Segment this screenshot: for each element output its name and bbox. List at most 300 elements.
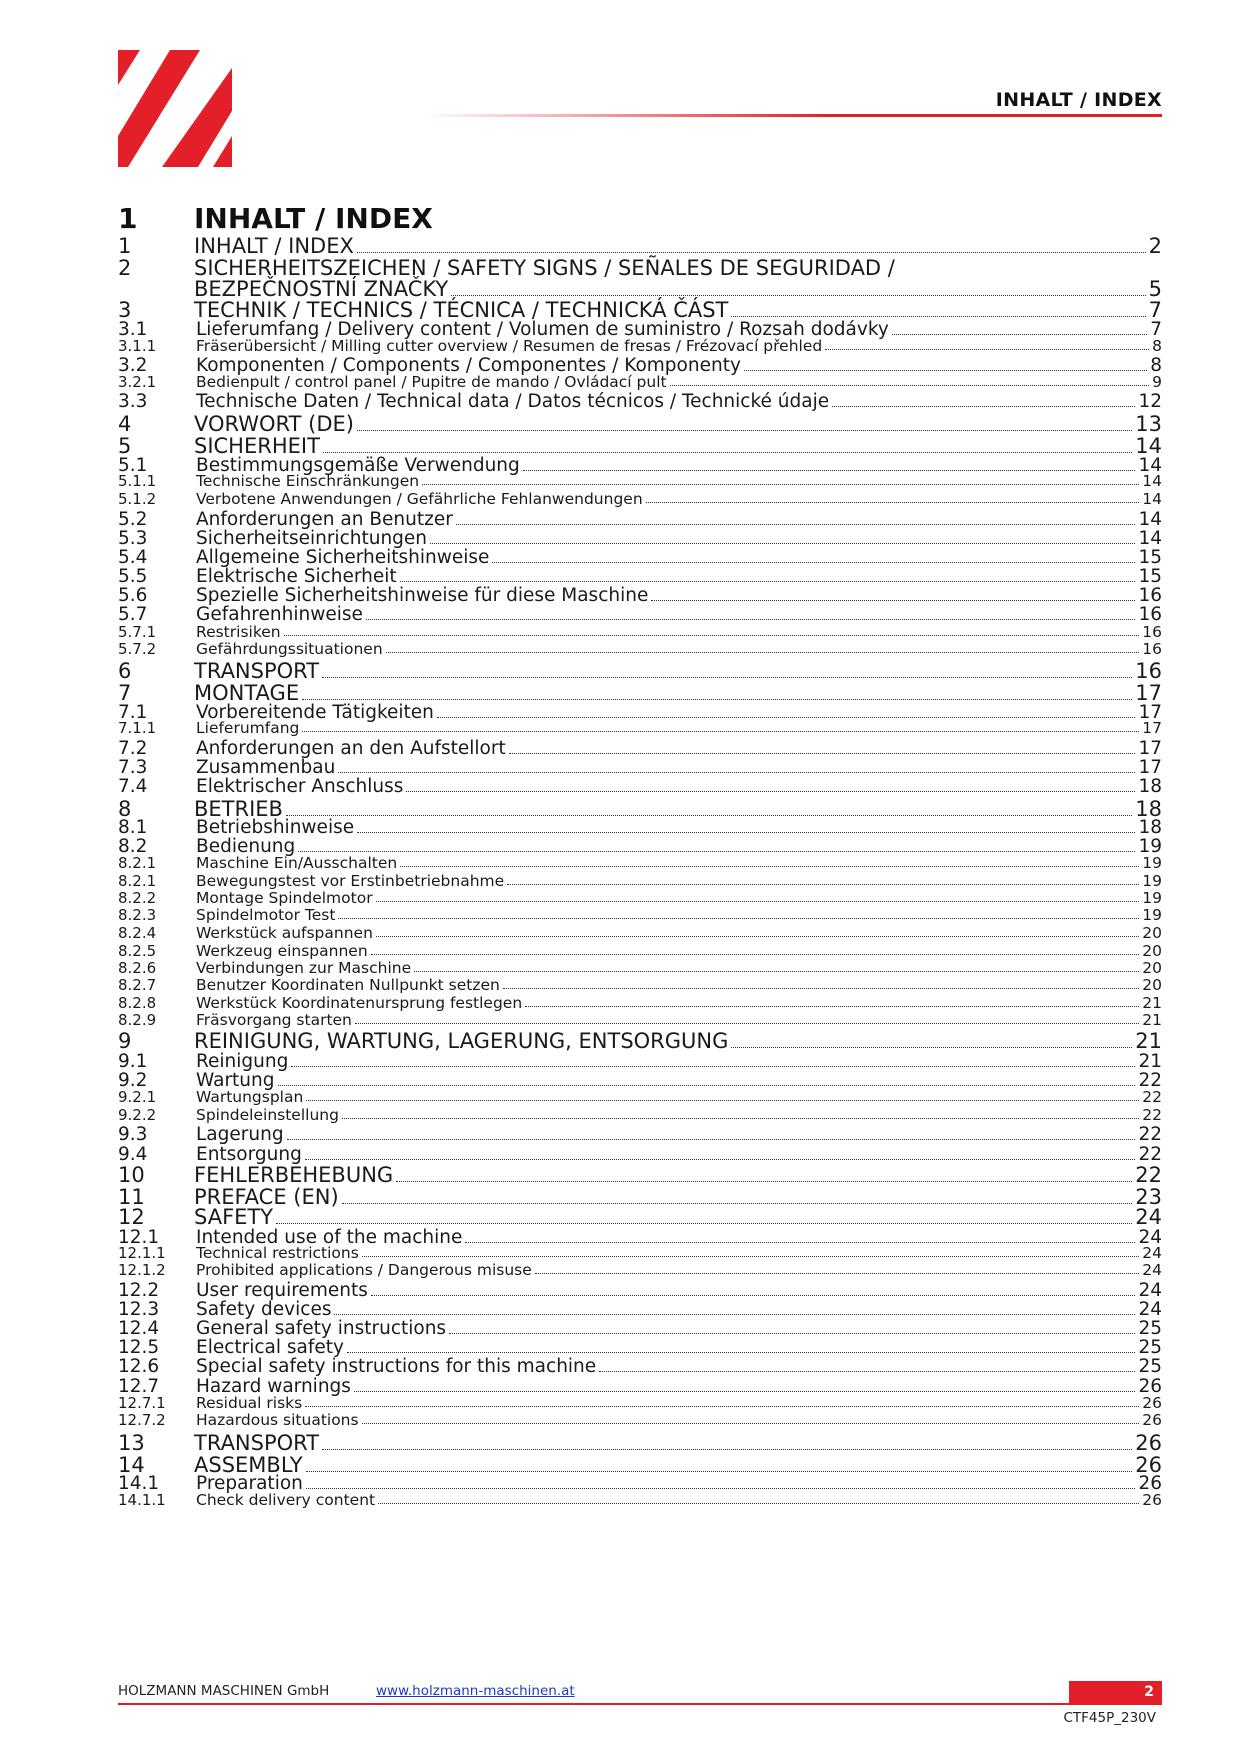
toc-entry-number: 8.2.9 [118,1011,157,1029]
toc-dot-leader [298,851,1135,852]
toc-entry[interactable] [118,757,1162,778]
toc-dot-leader [342,1203,1133,1204]
toc-entry-number: 8.2 [118,836,148,857]
toc-dot-leader [302,699,1132,700]
toc-dot-leader [523,470,1136,471]
toc-entry-number: 3.1.1 [118,337,157,355]
toc-entry[interactable] [118,1029,1162,1053]
toc-entry-title: Werkstück Koordinatenursprung festlegen [196,994,523,1012]
toc-entry-title: Spindelmotor Test [196,906,336,924]
toc-entry-page: 24 [1138,1299,1162,1320]
toc-dot-leader [892,334,1147,335]
toc-entry-number: 7 [118,681,132,705]
toc-entry[interactable] [118,1356,1162,1377]
toc-entry-page: 14 [1138,528,1162,549]
toc-entry[interactable] [118,942,1162,960]
toc-entry-page: 14 [1142,472,1162,490]
toc-entry-page: 24 [1135,1205,1162,1229]
toc-entry-title: Bestimmungsgemäße Verwendung [196,455,520,476]
toc-entry[interactable] [118,1088,1162,1106]
toc-entry-title: Allgemeine Sicherheitshinweise [196,547,490,568]
toc-entry-page: 22 [1142,1106,1162,1124]
toc-entry-page: 26 [1135,1431,1162,1455]
toc-entry-title: REINIGUNG, WARTUNG, LAGERUNG, ENTSORGUNG [194,1029,729,1053]
toc-entry-number: 7.1.1 [118,719,157,737]
toc-entry-title: Spezielle Sicherheitshinweise für diese Maschine [196,585,649,606]
toc-dot-leader [414,971,1139,972]
toc-entry-title: Betriebshinweise [196,817,355,838]
toc-entry-page: 22 [1138,1124,1162,1145]
toc-entry[interactable] [118,1163,1162,1187]
toc-dot-leader [744,370,1147,371]
toc-dot-leader [465,1242,1135,1243]
toc-entry[interactable] [118,719,1162,737]
toc-entry[interactable] [118,994,1162,1012]
toc-entry-number: 7.3 [118,757,148,778]
toc-dot-leader [357,430,1132,431]
toc-entry-title: Lagerung [196,1124,284,1145]
toc-entry-number: 7.2 [118,738,148,759]
toc-entry[interactable] [118,738,1162,759]
toc-dot-leader [291,1066,1135,1067]
toc-entry[interactable] [118,776,1162,797]
toc-entry-title: Spindeleinstellung [196,1106,339,1124]
toc-entry-page: 16 [1142,623,1162,641]
toc-dot-leader [362,1423,1140,1424]
toc-dot-leader [371,1295,1136,1296]
toc-entry-number: 5.1 [118,455,148,476]
toc-entry-page: 16 [1138,585,1162,606]
toc-entry-number: 14 [118,1453,145,1477]
toc-dot-leader [378,1503,1139,1504]
toc-entry[interactable] [118,872,1162,890]
toc-entry[interactable] [118,528,1162,549]
toc-entry-number: 5.7.2 [118,640,157,658]
toc-entry[interactable] [118,817,1162,838]
toc-entry[interactable] [118,640,1162,658]
toc-entry-number: 8.2.7 [118,976,157,994]
heading-number: 1 [118,202,138,235]
toc-entry-page: 26 [1142,1394,1162,1412]
toc-entry-title: General safety instructions [196,1318,447,1339]
toc-entry-title: FEHLERBEHEBUNG [194,1163,394,1187]
toc-entry-number: 7.1 [118,702,148,723]
toc-entry-title: Technische Daten / Technical data / Datos técnicos / Technické údaje [196,391,830,412]
toc-dot-leader [306,1488,1136,1489]
toc-entry-title: Verbotene Anwendungen / Gefährliche Fehlanwendungen [196,490,643,508]
toc-entry-number: 12.7 [118,1376,160,1397]
toc-entry[interactable] [118,1205,1162,1229]
toc-entry[interactable] [118,854,1162,872]
toc-entry-title: Verbindungen zur Maschine [196,959,412,977]
footer-website-link[interactable]: www.holzmann-maschinen.at [376,1683,575,1699]
toc-entry-page: 24 [1142,1244,1162,1262]
toc-entry-number: 12.4 [118,1318,160,1339]
toc-entry-number: 7.4 [118,776,148,797]
toc-dot-leader [342,1118,1139,1119]
toc-dot-leader [651,600,1135,601]
toc-entry[interactable] [118,234,1162,258]
toc-entry-number: 6 [118,659,132,683]
toc-entry-title: Special safety instructions for this machine [196,1356,597,1377]
toc-dot-leader [449,1333,1135,1334]
toc-entry[interactable] [118,1144,1162,1165]
toc-entry-page: 26 [1138,1376,1162,1397]
toc-entry-number: 5.5 [118,566,148,587]
toc-entry-page: 19 [1142,854,1162,872]
toc-dot-leader [437,717,1136,718]
toc-entry-page: 21 [1142,1011,1162,1029]
toc-entry-number: 9.2.1 [118,1088,157,1106]
toc-entry-number: 12.5 [118,1337,160,1358]
toc-entry[interactable] [118,1244,1162,1262]
toc-entry-page: 24 [1138,1280,1162,1301]
toc-entry-number: 12.2 [118,1280,160,1301]
toc-entry-page: 17 [1142,719,1162,737]
toc-entry-page: 18 [1138,776,1162,797]
toc-entry-page: 17 [1138,757,1162,778]
toc-dot-leader [306,1100,1139,1101]
toc-entry[interactable] [118,1011,1162,1029]
toc-entry-page: 26 [1135,1453,1162,1477]
toc-entry-page: 16 [1135,659,1162,683]
toc-dot-leader [376,936,1139,937]
toc-entry-number: 5.1.1 [118,472,157,490]
toc-entry-number: 3.3 [118,391,148,412]
toc-dot-leader [357,832,1135,833]
toc-entry-title: TRANSPORT [194,1431,320,1455]
toc-entry-page: 24 [1142,1261,1162,1279]
toc-entry-page: 18 [1138,817,1162,838]
toc-dot-leader [731,1047,1132,1048]
toc-entry-page: 20 [1142,976,1162,994]
toc-entry-page: 14 [1138,509,1162,530]
toc-entry-title: Komponenten / Components / Componentes / Komponenty [196,355,741,376]
toc-entry-title: Technische Einschränkungen [196,472,420,490]
toc-entry-number: 5.2 [118,509,148,530]
toc-entry-page: 14 [1135,434,1162,458]
toc-entry-page: 22 [1135,1163,1162,1187]
footer-company: HOLZMANN MASCHINEN GmbH [118,1683,330,1699]
toc-entry-title: Bewegungstest vor Erstinbetriebnahme [196,872,505,890]
toc-entry[interactable] [118,1280,1162,1301]
toc-entry[interactable] [118,1431,1162,1455]
toc-entry-title: INHALT / INDEX [194,234,354,258]
toc-entry-title: User requirements [196,1280,368,1301]
toc-entry-page: 7 [1150,319,1162,340]
toc-entry-title: SAFETY [194,1205,274,1229]
toc-entry[interactable] [118,976,1162,994]
toc-dot-leader [286,815,1132,816]
toc-entry-title: Hazardous situations [196,1411,359,1429]
toc-dot-leader [276,1223,1132,1224]
page-number: 2 [1069,1681,1162,1703]
toc-dot-leader [323,452,1132,453]
toc-entry-title: Restrisiken [196,623,281,641]
toc-dot-leader [354,1391,1136,1392]
toc-entry-page: 16 [1142,640,1162,658]
toc-entry-number: 8 [118,797,132,821]
company-logo [118,50,232,167]
toc-entry-page: 26 [1142,1491,1162,1509]
toc-dot-leader [507,884,1139,885]
toc-entry-number: 5 [118,434,132,458]
toc-dot-leader [284,635,1140,636]
toc-entry-page: 20 [1142,959,1162,977]
toc-dot-leader [305,1159,1136,1160]
toc-entry[interactable] [118,959,1162,977]
toc-entry[interactable] [118,906,1162,924]
toc-entry-title: SICHERHEITSZEICHEN / SAFETY SIGNS / SEÑALES DE SEGURIDAD / [194,256,895,280]
toc-entry[interactable] [118,623,1162,641]
toc-entry-page: 24 [1138,1227,1162,1248]
toc-entry-number: 5.1.2 [118,490,157,508]
toc-entry-number: 9.1 [118,1051,148,1072]
toc-entry-title: Intended use of the machine [196,1227,463,1248]
toc-entry-page: 9 [1152,373,1162,391]
header-title: INHALT / INDEX [995,89,1162,111]
toc-entry[interactable] [118,1411,1162,1429]
toc-entry-title: BEZPEČNOSTNÍ ZNAČKY [194,277,449,301]
toc-entry[interactable] [118,889,1162,907]
toc-entry-title: MONTAGE [194,681,300,705]
toc-dot-leader [400,581,1136,582]
toc-dot-leader [731,316,1145,317]
toc-entry-title: Zusammenbau [196,757,336,778]
toc-entry-number: 8.2.1 [118,872,157,890]
toc-entry-number: 5.7 [118,604,148,625]
toc-dot-leader [456,524,1136,525]
toc-entry-number: 12.1 [118,1227,160,1248]
toc-dot-leader [278,1085,1136,1086]
toc-entry-title: Gefahrenhinweise [196,604,363,625]
toc-entry-title: Technical restrictions [196,1244,359,1262]
toc-entry-number: 5.6 [118,585,148,606]
toc-entry-title: Anforderungen an Benutzer [196,509,453,530]
toc-dot-leader [347,1352,1135,1353]
toc-dot-leader [670,385,1150,386]
toc-entry-title: TRANSPORT [194,659,320,683]
toc-dot-leader [599,1371,1135,1372]
toc-entry[interactable] [118,1337,1162,1358]
toc-dot-leader [334,1314,1135,1315]
toc-entry-page: 25 [1138,1337,1162,1358]
toc-entry-title: Lieferumfang [196,719,300,737]
toc-entry-page: 19 [1138,836,1162,857]
toc-entry-number: 12.7.1 [118,1394,166,1412]
toc-entry[interactable] [118,509,1162,530]
toc-entry[interactable] [118,1261,1162,1279]
toc-entry-number: 1 [118,234,132,258]
toc-entry[interactable] [118,604,1162,625]
document-code: CTF45P_230V [1063,1710,1156,1726]
toc-entry-page: 25 [1138,1318,1162,1339]
toc-entry-title: Check delivery content [196,1491,376,1509]
toc-entry-number: 8.2.1 [118,854,157,872]
toc-entry-page: 22 [1142,1088,1162,1106]
toc-entry-number: 8.1 [118,817,148,838]
toc-entry[interactable] [118,337,1162,355]
toc-entry-number: 12.7.2 [118,1411,166,1429]
toc-entry-title: Maschine Ein/Ausschalten [196,854,398,872]
toc-entry-number: 8.2.4 [118,924,157,942]
toc-entry-number: 9 [118,1029,132,1053]
toc-entry-title: Wartung [196,1070,275,1091]
toc-entry-number: 3.1 [118,319,148,340]
toc-entry-number: 12.3 [118,1299,160,1320]
toc-entry-page: 17 [1138,738,1162,759]
toc-entry-number: 5.3 [118,528,148,549]
toc-entry[interactable] [118,490,1162,508]
toc-entry-title: Fräsvorgang starten [196,1011,352,1029]
toc-entry-number: 9.2 [118,1070,148,1091]
toc-entry-title: Elektrische Sicherheit [196,566,397,587]
toc-entry-number: 5.4 [118,547,148,568]
footer-rule [118,1703,1162,1705]
toc-entry-page: 21 [1135,1029,1162,1053]
toc-dot-leader [509,753,1136,754]
toc-entry-page: 18 [1135,797,1162,821]
toc-dot-leader [376,901,1140,902]
toc-entry-number: 8.2.5 [118,942,157,960]
toc-entry-title: Prohibited applications / Dangerous misuse [196,1261,532,1279]
toc-entry-page: 8 [1152,337,1162,355]
toc-dot-leader [492,562,1135,563]
toc-dot-leader [366,619,1136,620]
toc-entry-title: Vorbereitende Tätigkeiten [196,702,434,723]
toc-dot-leader [355,1023,1139,1024]
toc-entry-title: Wartungsplan [196,1088,304,1106]
toc-entry-title: Anforderungen an den Aufstellort [196,738,506,759]
toc-entry-page: 5 [1148,277,1162,301]
toc-dot-leader [451,295,1145,296]
toc-entry-page: 14 [1142,490,1162,508]
toc-entry-page: 8 [1150,355,1162,376]
toc-entry-number: 14.1 [118,1473,160,1494]
toc-entry-title: Benutzer Koordinaten Nullpunkt setzen [196,976,500,994]
toc-dot-leader [287,1139,1136,1140]
toc-entry[interactable] [118,1299,1162,1320]
toc-entry-number: 10 [118,1163,145,1187]
toc-entry-page: 26 [1142,1411,1162,1429]
toc-entry[interactable] [118,1051,1162,1072]
toc-entry-number: 8.2.6 [118,959,157,977]
toc-entry[interactable] [118,585,1162,606]
toc-entry-title: VORWORT (DE) [194,412,354,436]
toc-dot-leader [306,1471,1133,1472]
toc-entry-page: 13 [1135,412,1162,436]
toc-entry[interactable] [118,924,1162,942]
toc-entry-title: PREFACE (EN) [194,1185,339,1209]
toc-entry-page: 22 [1138,1070,1162,1091]
toc-entry[interactable] [118,1318,1162,1339]
toc-entry-number: 12.1.2 [118,1261,166,1279]
toc-dot-leader [386,652,1140,653]
toc-entry-title: Preparation [196,1473,303,1494]
toc-entry-page: 2 [1148,234,1162,258]
toc-entry-page: 23 [1135,1185,1162,1209]
toc-dot-leader [430,543,1135,544]
toc-entry[interactable] [118,1124,1162,1145]
toc-entry-title: Electrical safety [196,1337,344,1358]
toc-entry-title: Werkstück aufspannen [196,924,373,942]
toc-dot-leader [338,772,1135,773]
toc-entry-number: 2 [118,256,132,280]
toc-dot-leader [832,406,1135,407]
toc-dot-leader [406,791,1135,792]
toc-entry-title: Residual risks [196,1394,303,1412]
toc-entry-title: TECHNIK / TECHNICS / TÉCNICA / TECHNICKÁ ČÁST [194,298,729,322]
toc-entry[interactable] [118,1106,1162,1124]
toc-entry-title: ASSEMBLY [194,1453,303,1477]
toc-entry-title: Werkzeug einspannen [196,942,368,960]
toc-entry-number: 8.2.2 [118,889,157,907]
toc-entry-number: 8.2.8 [118,994,157,1012]
toc-dot-leader [422,484,1139,485]
toc-entry-page: 16 [1138,604,1162,625]
toc-entry-number: 14.1.1 [118,1491,166,1509]
toc-entry-page: 17 [1135,681,1162,705]
toc-entry-number: 13 [118,1431,145,1455]
toc-entry-page: 15 [1138,566,1162,587]
toc-dot-leader [322,1449,1132,1450]
toc-entry-page: 19 [1142,889,1162,907]
toc-entry-title: Gefährdungssituationen [196,640,383,658]
toc-dot-leader [302,731,1139,732]
toc-entry-page: 14 [1138,455,1162,476]
toc-entry[interactable] [118,472,1162,490]
toc-dot-leader [338,918,1139,919]
toc-entry-page: 22 [1138,1144,1162,1165]
toc-entry-title: SICHERHEIT [194,434,320,458]
toc-entry-number: 4 [118,412,132,436]
toc-dot-leader [503,988,1139,989]
toc-entry-page: 7 [1148,298,1162,322]
toc-entry-number: 11 [118,1185,145,1209]
toc-entry-page: 15 [1138,547,1162,568]
toc-entry-number: 3.2.1 [118,373,157,391]
toc-entry-page: 19 [1142,872,1162,890]
toc-entry-title: Lieferumfang / Delivery content / Volumen de suministro / Rozsah dodávky [196,319,889,340]
toc-entry[interactable] [118,547,1162,568]
toc-entry-number: 12.1.1 [118,1244,166,1262]
toc-entry-page: 20 [1142,924,1162,942]
toc-entry[interactable] [118,659,1162,683]
toc-entry[interactable] [118,391,1162,412]
toc-entry-page: 21 [1138,1051,1162,1072]
toc-dot-leader [371,954,1140,955]
toc-entry[interactable] [118,1491,1162,1509]
toc-entry-number: 9.2.2 [118,1106,157,1124]
toc-entry[interactable] [118,1394,1162,1412]
toc-dot-leader [396,1181,1132,1182]
toc-entry-page: 19 [1142,906,1162,924]
toc-entry-title: Elektrischer Anschluss [196,776,404,797]
toc-entry-title: Reinigung [196,1051,289,1072]
toc-entry-title: Bedienpult / control panel / Pupitre de mando / Ovládací pult [196,373,667,391]
toc-dot-leader [525,1006,1139,1007]
toc-entry[interactable] [118,373,1162,391]
toc-entry-number: 3.2 [118,355,148,376]
heading-title: INHALT / INDEX [194,202,433,235]
toc-entry-number: 3 [118,298,132,322]
toc-entry-title: Safety devices [196,1299,332,1320]
toc-entry[interactable] [118,566,1162,587]
toc-entry-number: 9.3 [118,1124,148,1145]
toc-entry-number: 12.6 [118,1356,160,1377]
toc-entry-number: 9.4 [118,1144,148,1165]
toc-entry[interactable] [118,412,1162,436]
